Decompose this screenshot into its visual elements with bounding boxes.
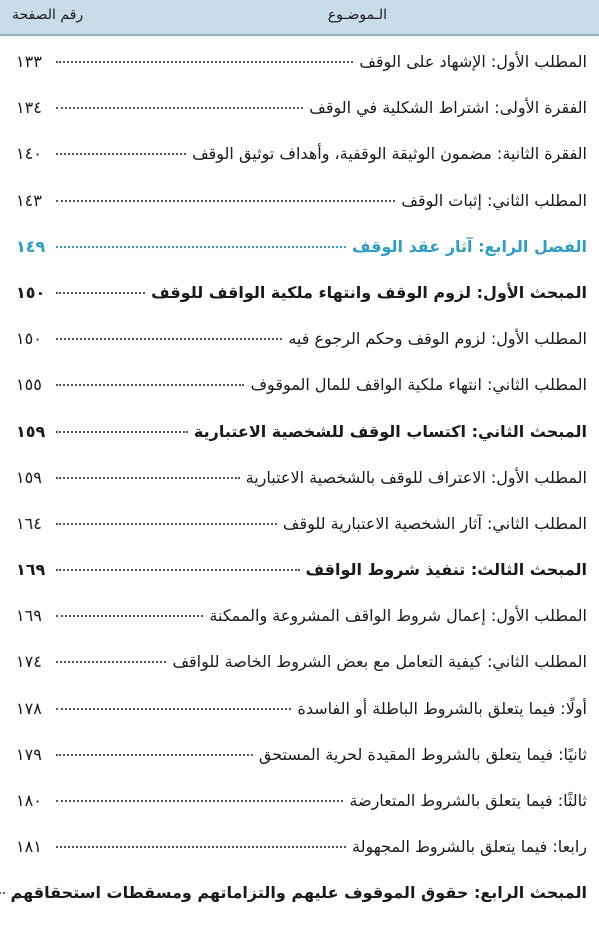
toc-entry-title: المطلب الأول: إعمال شروط الواقف المشروعة والممكنة xyxy=(209,606,587,626)
toc-entry[interactable] xyxy=(0,144,599,190)
toc-entry[interactable] xyxy=(0,699,599,745)
toc-entry-page: ١٤٩ xyxy=(16,236,46,256)
toc-chapter-title: الفصل الرابع: آثار عقد الوقف xyxy=(351,236,587,256)
toc-entry-page: ١٦٩ xyxy=(16,606,42,626)
dot-leader xyxy=(56,292,145,294)
toc-list xyxy=(0,52,599,930)
toc-entry-page: ١٥٥ xyxy=(16,375,42,395)
toc-entry-page: ١٥٩ xyxy=(16,467,42,487)
dot-leader xyxy=(56,708,291,710)
page-number-column-label: رقم الصفحة xyxy=(12,7,84,23)
toc-entry[interactable] xyxy=(0,329,599,375)
toc-chapter-entry[interactable] xyxy=(0,237,599,283)
toc-entry[interactable] xyxy=(0,791,599,837)
dot-leader xyxy=(56,477,240,479)
toc-entry-title: المطلب الأول: الإشهاد على الوقف xyxy=(359,52,587,71)
dot-leader xyxy=(56,61,353,63)
toc-entry-page: ١٧٩ xyxy=(16,744,42,764)
toc-entry-title: المطلب الثاني: انتهاء ملكية الواقف للمال الموقوف xyxy=(250,375,587,395)
toc-section-title: المبحث الثالث: تنفيذ شروط الواقف xyxy=(305,560,587,580)
toc-entry[interactable] xyxy=(0,468,599,514)
toc-section-entry[interactable] xyxy=(0,883,599,929)
toc-entry-title: الفقرة الأولى: اشتراط الشكلية في الوقف xyxy=(309,98,587,118)
toc-section-title: المبحث الثاني: اكتساب الوقف للشخصية الاعتبارية xyxy=(193,421,587,441)
toc-entry[interactable] xyxy=(0,98,599,144)
toc-entry[interactable] xyxy=(0,191,599,237)
toc-entry-page: ١٦٤ xyxy=(16,513,42,533)
toc-entry-page: ١٨١ xyxy=(16,837,42,857)
dot-leader xyxy=(0,892,5,894)
dot-leader xyxy=(56,153,186,155)
dot-leader xyxy=(56,246,346,248)
dot-leader xyxy=(56,431,188,433)
toc-entry-page: ١٧٨ xyxy=(16,698,42,718)
toc-entry[interactable] xyxy=(0,375,599,421)
toc-header xyxy=(0,0,599,36)
dot-leader xyxy=(56,615,203,617)
toc-entry-page: ١٧٤ xyxy=(16,652,42,672)
toc-entry-page: ١٤٣ xyxy=(16,190,42,210)
toc-entry[interactable] xyxy=(0,837,599,883)
toc-section-entry[interactable] xyxy=(0,422,599,468)
toc-entry[interactable] xyxy=(0,514,599,560)
toc-entry-title: المطلب الثاني: كيفية التعامل مع بعض الشروط الخاصة للواقف xyxy=(172,652,587,672)
toc-entry-page: ١٣٣ xyxy=(16,52,42,71)
toc-entry-title: المطلب الأول: الاعتراف للوقف بالشخصية الاعتبارية xyxy=(245,467,587,487)
dot-leader xyxy=(56,200,395,202)
toc-section-title: المبحث الأول: لزوم الوقف وانتهاء ملكية الواقف للوقف xyxy=(151,282,587,302)
dot-leader xyxy=(56,661,166,663)
toc-entry-page: ١٦٩ xyxy=(16,560,46,580)
toc-entry-page: ١٥٩ xyxy=(16,421,46,441)
toc-entry-title: المطلب الثاني: آثار الشخصية الاعتبارية للوقف xyxy=(282,513,587,533)
toc-entry[interactable] xyxy=(0,745,599,791)
dot-leader xyxy=(56,523,277,525)
toc-entry-page: ١٥٠ xyxy=(16,282,46,302)
subject-column-label: الـموضـوع xyxy=(327,7,387,23)
toc-entry-page: ١٤٠ xyxy=(16,144,42,164)
toc-entry-title: ثانيًا: فيما يتعلق بالشروط المقيدة لحرية المستحق xyxy=(258,744,587,764)
toc-entry[interactable] xyxy=(0,52,599,98)
toc-entry[interactable] xyxy=(0,606,599,652)
toc-section-entry[interactable] xyxy=(0,560,599,606)
toc-entry-title: رابعا: فيما يتعلق بالشروط المجهولة xyxy=(351,837,587,857)
toc-entry-page: ١٥٠ xyxy=(16,329,42,349)
toc-entry-page: ١٣٤ xyxy=(16,98,42,118)
toc-entry-title: أولًا: فيما يتعلق بالشروط الباطلة أو الفاسدة xyxy=(297,698,587,718)
toc-entry[interactable] xyxy=(0,652,599,698)
dot-leader xyxy=(56,338,282,340)
dot-leader xyxy=(56,384,244,386)
toc-entry-title: المطلب الأول: لزوم الوقف وحكم الرجوع فيه xyxy=(288,329,587,349)
toc-entry-title: المطلب الثاني: إثبات الوقف xyxy=(401,190,587,210)
dot-leader xyxy=(56,800,343,802)
dot-leader xyxy=(56,754,253,756)
dot-leader xyxy=(56,107,303,109)
toc-entry-title: الفقرة الثانية: مضمون الوثيقة الوقفية، وأهداف توثيق الوقف xyxy=(192,144,587,164)
toc-entry-title: ثالثًا: فيما يتعلق بالشروط المتعارضة xyxy=(349,791,587,810)
toc-section-title: المبحث الرابع: حقوق الموقوف عليهم والتزاماتهم ومسقطات استحقاقهم xyxy=(10,883,587,903)
toc-entry-page: ١٨٠ xyxy=(16,791,42,810)
toc-section-entry[interactable] xyxy=(0,283,599,329)
dot-leader xyxy=(56,846,346,848)
dot-leader xyxy=(56,569,300,571)
